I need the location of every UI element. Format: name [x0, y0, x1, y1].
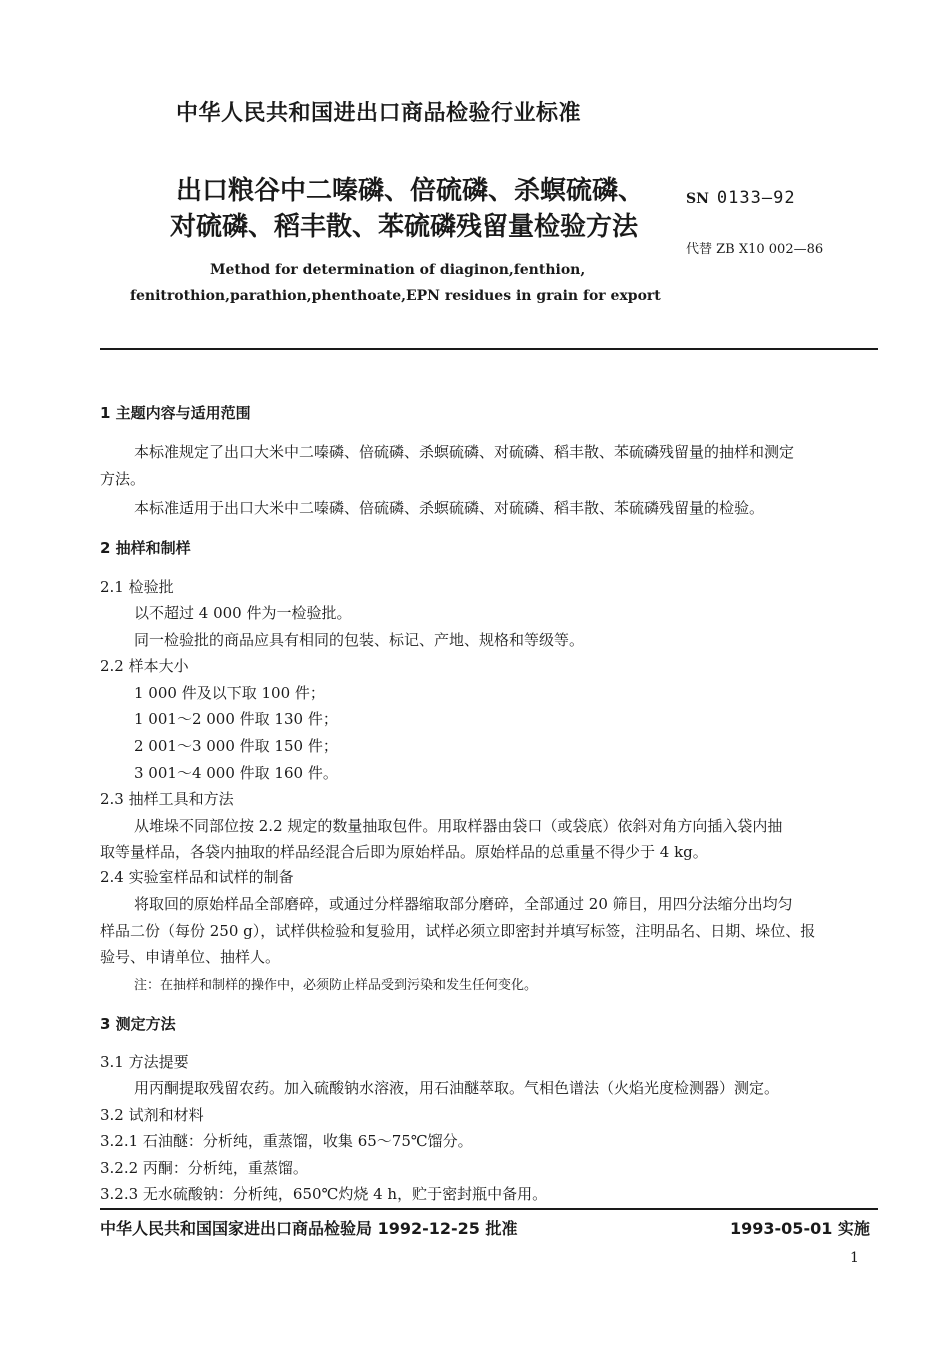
section-1-para-2: 本标准适用于出口大米中二嗪磷、倍硫磷、杀螟硫磷、对硫磷、稻丰散、苯硫磷残留量的检验。 [134, 499, 765, 517]
english-title-line-2: fenitrothion,parathion,phenthoate,EPN residues in grain for export [130, 288, 661, 304]
sample-size-row-1: 1 000 件及以下取 100 件； [134, 684, 325, 702]
section-3-1-para: 用丙酮提取残留农药。加入硫酸钠水溶液，用石油醚萃取。气相色谱法（火焰光度检测器）测定。 [134, 1079, 780, 1097]
section-1-para-1-cont: 方法。 [100, 470, 146, 488]
standard-code: 0133—92 [716, 188, 796, 208]
header-divider [100, 348, 878, 350]
section-2-4-title: 2.4 实验室样品和试样的制备 [100, 868, 294, 886]
implementation-date: 1993-05-01 实施 [730, 1219, 870, 1238]
section-3-2-2: 3.2.2 丙酮：分析纯，重蒸馏。 [100, 1159, 308, 1177]
section-2-title: 2 抽样和制样 [100, 539, 191, 557]
sample-size-row-3: 2 001～3 000 件取 150 件； [134, 737, 338, 755]
standard-prefix: SN [686, 191, 709, 207]
section-2-1-para-1: 以不超过 4 000 件为一检验批。 [134, 604, 352, 622]
title-line-1: 出口粮谷中二嗪磷、倍硫磷、杀螟硫磷、 [176, 176, 645, 206]
standard-number [686, 188, 796, 208]
section-2-4-para-cont-2: 验号、申请单位、抽样人。 [100, 948, 281, 966]
english-title-line-1: Method for determination of diaginon,fenthion, [210, 262, 586, 278]
section-2-1-para-2: 同一检验批的商品应具有相同的包装、标记、产地、规格和等级等。 [134, 631, 585, 649]
approval-line: 中华人民共和国国家进出口商品检验局 1992-12-25 批准 [100, 1219, 518, 1238]
sample-size-row-2: 1 001～2 000 件取 130 件； [134, 710, 338, 728]
section-3-2-3: 3.2.3 无水硫酸钠：分析纯，650℃灼烧 4 h，贮于密封瓶中备用。 [100, 1185, 548, 1203]
section-2-3-title: 2.3 抽样工具和方法 [100, 790, 234, 808]
title-line-2: 对硫磷、稻丰散、苯硫磷残留量检验方法 [170, 212, 639, 242]
section-3-2-1: 3.2.1 石油醚：分析纯，重蒸馏，收集 65～75℃馏分。 [100, 1132, 473, 1150]
section-2-3-para-cont: 取等量样品，各袋内抽取的样品经混合后即为原始样品。原始样品的总重量不得少于 4 kg。 [100, 843, 708, 861]
section-1-title: 1 主题内容与适用范围 [100, 404, 251, 422]
standard-category: 中华人民共和国进出口商品检验行业标准 [176, 101, 582, 126]
section-2-3-para: 从堆垛不同部位按 2.2 规定的数量抽取包件。用取样器由袋口（或袋底）依斜对角方向插入袋内抽 [134, 817, 783, 835]
section-2-4-para: 将取回的原始样品全部磨碎，或通过分样器缩取部分磨碎，全部通过 20 筛目，用四分法缩分出均匀 [134, 895, 793, 913]
section-3-title: 3 测定方法 [100, 1015, 176, 1033]
footer-divider [100, 1208, 878, 1210]
section-1-para-1: 本标准规定了出口大米中二嗪磷、倍硫磷、杀螟硫磷、对硫磷、稻丰散、苯硫磷残留量的抽样和测定 [134, 443, 795, 461]
section-2-2-title: 2.2 样本大小 [100, 657, 189, 675]
section-2-4-para-cont-1: 样品二份（每份 250 g），试样供检验和复验用，试样必须立即密封并填写标签，注明品名、日期、垛位、报 [100, 922, 816, 940]
section-3-2-title: 3.2 试剂和材料 [100, 1106, 204, 1124]
replaces-standard: 代替 ZB X10 002—86 [686, 242, 824, 257]
section-2-4-note: 注：在抽样和制样的操作中，必须防止样品受到污染和发生任何变化。 [134, 978, 538, 993]
page-number: 1 [850, 1250, 859, 1266]
section-2-1-title: 2.1 检验批 [100, 578, 174, 596]
sample-size-row-4: 3 001～4 000 件取 160 件。 [134, 764, 338, 782]
section-3-1-title: 3.1 方法提要 [100, 1053, 189, 1071]
